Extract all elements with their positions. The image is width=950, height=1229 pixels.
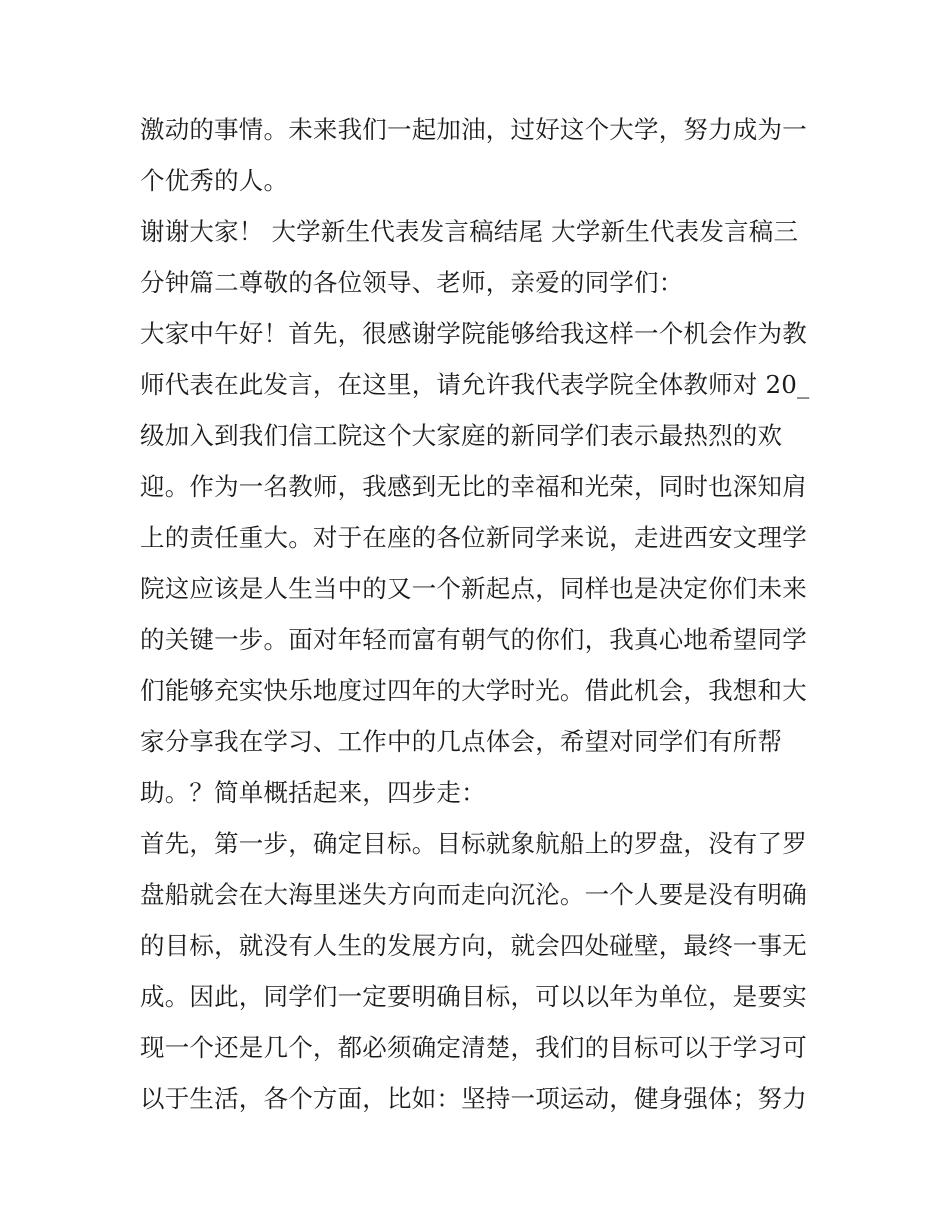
- text-line: 院这应该是人生当中的又一个新起点，同样也是决定你们未来: [140, 574, 807, 603]
- text-line: 迎。作为一名教师，我感到无比的幸福和光荣，同时也深知肩: [140, 472, 807, 501]
- text-line: 成。因此，同学们一定要明确目标，可以以年为单位，是要实: [140, 982, 807, 1011]
- text-line: 首先，第一步，确定目标。目标就象航船上的罗盘，没有了罗: [140, 829, 807, 858]
- text-line: 分钟篇二尊敬的各位领导、老师，亲爱的同学们：: [140, 268, 684, 297]
- text-line: 大家中午好！首先，很感谢学院能够给我这样一个机会作为教: [140, 319, 807, 348]
- document-body: [140, 104, 820, 1124]
- text-line: 家分享我在学习、工作中的几点体会，希望对同学们有所帮: [140, 727, 783, 756]
- text-line: 级加入到我们信工院这个大家庭的新同学们表示最热烈的欢: [140, 421, 783, 450]
- text-line: 师代表在此发言，在这里，请允许我代表学院全体教师对 20_: [140, 370, 810, 399]
- text-line: 盘船就会在大海里迷失方向而走向沉沦。一个人要是没有明确: [140, 880, 807, 909]
- text-line: 谢谢大家！ 大学新生代表发言稿结尾 大学新生代表发言稿三: [140, 217, 799, 246]
- text-line: 现一个还是几个，都必须确定清楚，我们的目标可以于学习可: [140, 1033, 807, 1062]
- text-line: 激动的事情。未来我们一起加油，过好这个大学，努力成为一: [140, 115, 807, 144]
- text-line: 们能够充实快乐地度过四年的大学时光。借此机会，我想和大: [140, 676, 807, 705]
- text-line: 以于生活，各个方面，比如：坚持一项运动，健身强体；努力: [140, 1084, 807, 1113]
- text-line: 的目标，就没有人生的发展方向，就会四处碰壁，最终一事无: [140, 931, 807, 960]
- text-line: 个优秀的人。: [140, 166, 289, 195]
- text-line: 助。？简单概括起来，四步走：: [140, 778, 486, 807]
- text-line: 的关键一步。面对年轻而富有朝气的你们，我真心地希望同学: [140, 625, 807, 654]
- text-line: 上的责任重大。对于在座的各位新同学来说，走进西安文理学: [140, 523, 807, 552]
